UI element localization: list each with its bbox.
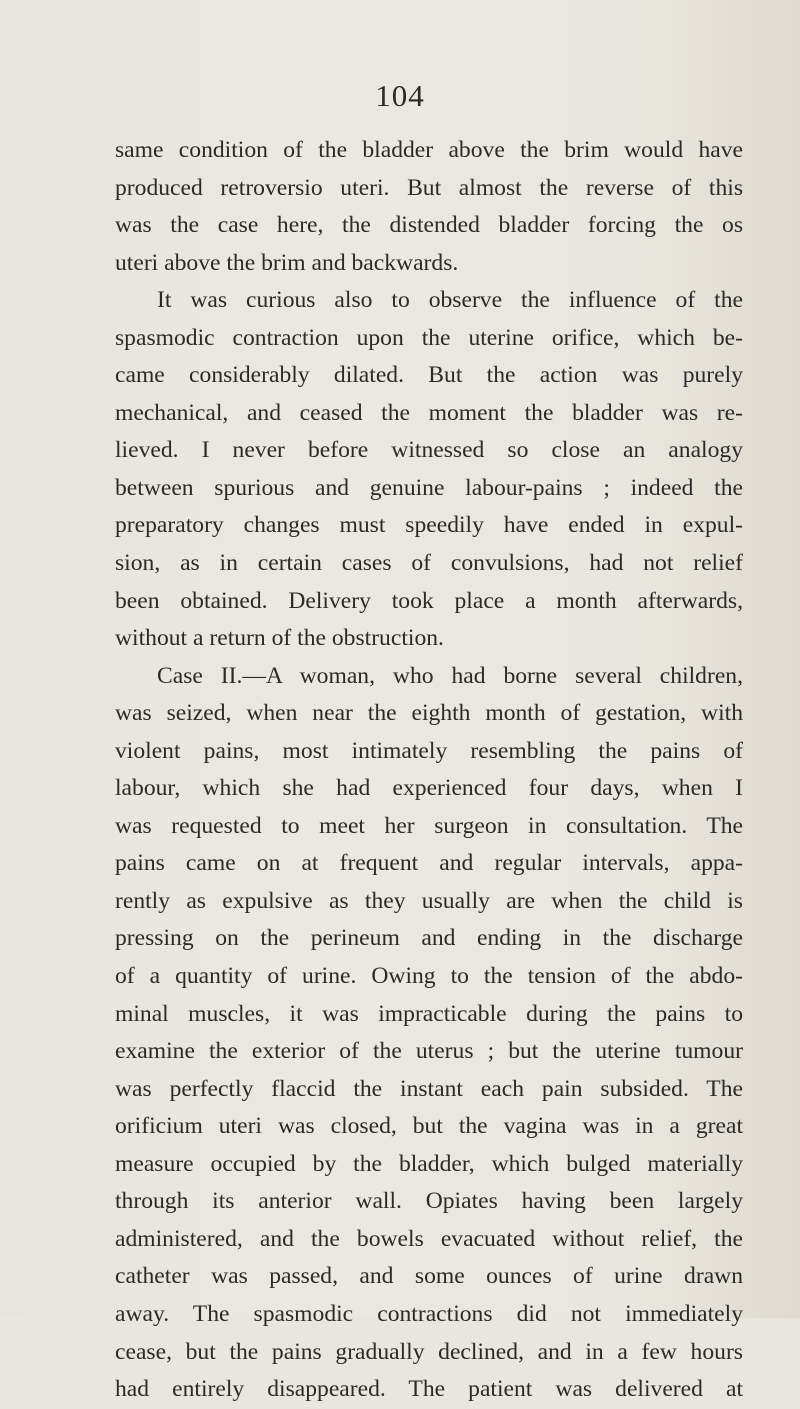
text-line: without a return of the obstruction. [115, 625, 444, 652]
text-line: pains came on at frequent and regular intervals, appa- [115, 850, 743, 877]
text-line: same condition of the bladder above the brim would have [115, 137, 743, 163]
text-line: away. The spasmodic contractions did not immediately [115, 1300, 743, 1327]
text-line: was perfectly flaccid the instant each pain subsided. The [115, 1075, 743, 1102]
text-line: minal muscles, it was impracticable during the pains to [115, 1000, 743, 1027]
text-line: orificium uteri was closed, but the vagina was in a great [115, 1113, 743, 1140]
text-line: produced retroversio uteri. But almost the reverse of this [115, 174, 743, 201]
text-line: catheter was passed, and some ounces of urine drawn [115, 1263, 743, 1290]
text-line: been obtained. Delivery took place a month afterwards, [115, 587, 743, 614]
text-line: had entirely disappeared. The patient was delivered at [115, 1376, 743, 1403]
text-line: mechanical, and ceased the moment the bladder was re- [115, 399, 743, 426]
text-line: uteri above the brim and backwards. [115, 249, 459, 276]
text-line: measure occupied by the bladder, which bulged materially [115, 1150, 743, 1177]
text-line: was the case here, the distended bladder forcing the os [115, 212, 743, 239]
text-line: violent pains, most intimately resembling the pains of [115, 737, 743, 764]
text-line: between spurious and genuine labour-pains ; indeed the [115, 474, 743, 501]
text-line: rently as expulsive as they usually are when the child is [115, 887, 743, 914]
text-line: cease, but the pains gradually declined, and in a few hours [115, 1338, 743, 1365]
text-line: through its anterior wall. Opiates having been largely [115, 1188, 743, 1215]
text-line: sion, as in certain cases of convulsions, had not relief [115, 550, 743, 577]
text-line: came considerably dilated. But the action was purely [115, 362, 743, 389]
text-line: spasmodic contraction upon the uterine orifice, which be- [115, 324, 743, 351]
text-line: lieved. I never before witnessed so close an analogy [115, 437, 743, 464]
text-line: was requested to meet her surgeon in consultation. The [115, 812, 743, 839]
body-text [115, 132, 743, 1409]
page-number: 104 [375, 78, 425, 113]
text-line: It was curious also to observe the influence of the [157, 287, 743, 314]
text-line: pressing on the perineum and ending in the discharge [115, 925, 743, 952]
text-line: preparatory changes must speedily have ended in expul- [115, 512, 743, 539]
text-line: was seized, when near the eighth month of gestation, with [115, 700, 743, 727]
text-line: Case II.—A woman, who had borne several children, [157, 662, 743, 689]
text-line: administered, and the bowels evacuated without relief, the [115, 1225, 743, 1252]
text-line: examine the exterior of the uterus ; but the uterine tumour [115, 1038, 743, 1065]
text-line: of a quantity of urine. Owing to the tension of the abdo- [115, 963, 743, 990]
text-line: labour, which she had experienced four days, when I [115, 775, 743, 802]
